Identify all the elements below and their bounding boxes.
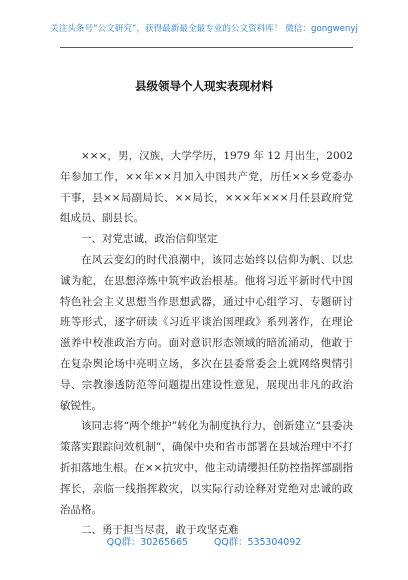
promo-header: 关注头条号“公文研究”，获得最新最全最专业的公文资料库！ 微信：gongwenyj bbox=[50, 24, 358, 34]
section-heading-2: 二、勇于担当尽责，敢于攻坚克难 bbox=[81, 524, 239, 537]
intro-paragraph: ×××，男，汉族，大学学历，1979 年 12 月出生，2002 年参加工作，××年××月加入中国共产党，历任××乡党委办干事，县××局副局长、××局长，×××年×××月任县政府党组成员、副县长。 bbox=[60, 150, 353, 225]
qq-group-2: QQ群：535304092 bbox=[214, 537, 302, 548]
document-title: 县级领导个人现实表现材料 bbox=[135, 79, 273, 93]
body-paragraph: 在风云变幻的时代浪潮中，该同志始终以信仰为帆、以忠诚为舵，在思想淬炼中筑牢政治根基。他将习近平新时代中国特色社会主义思想当作思想武器，通过中心组学习、专题研讨班等形式，逐字研读《习近平谈治国理政》系列著作，在理论滋养中校准政治方向。面对意识形态领域的暗流涌动，他敢于在复杂舆论场中亮明立场，多次在县委常委会上就网络舆情引导、宗教渗透防范等问题提出建设性意见，展现出非凡的政治敏锐性。 bbox=[60, 253, 353, 412]
document-body bbox=[60, 146, 353, 541]
section-heading-1: 一、对党忠诚，政治信仰坚定 bbox=[81, 233, 218, 246]
qq-group-1: QQ群：30265665 bbox=[106, 537, 189, 548]
header-divider bbox=[60, 47, 353, 48]
body-paragraph: 该同志将“两个维护”转化为制度执行力，创新建立“县委决策落实跟踪问效机制”，确保中央和省市部署在县域治理中不打折扣落地生根。在××抗灾中，他主动请缨担任防控指挥部副指挥长，亲临一线指挥救灾，以实际行动诠释对党绝对忠诚的政治品格。 bbox=[60, 420, 353, 516]
footer-contact bbox=[0, 534, 408, 548]
